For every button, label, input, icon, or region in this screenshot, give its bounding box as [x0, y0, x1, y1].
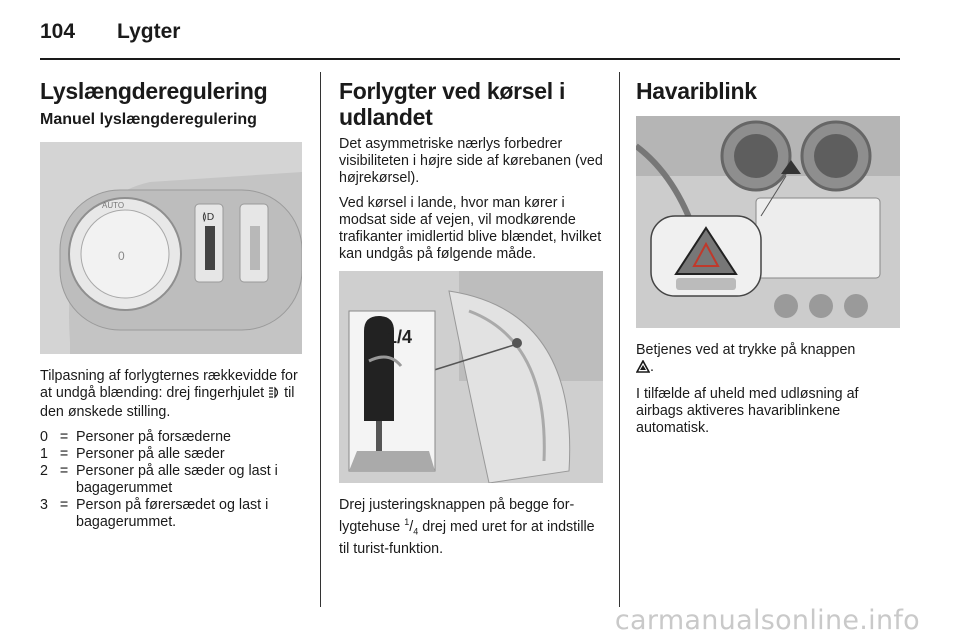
- paragraph-press-button: Betjenes ved at trykke på knappen .: [636, 342, 900, 378]
- load-settings-list: [40, 429, 302, 531]
- section-title: Forlygter ved kørsel i udlandet: [339, 78, 566, 130]
- paragraph-adjust: Tilpasning af forlygternes rækkevidde for at undgå blænding: drej fingerhjulet til den ønskede stilling.: [40, 368, 298, 420]
- quarter-turn-label: 1/4: [387, 327, 413, 347]
- hazard-warning-icon: [636, 360, 650, 378]
- svg-text:≬D: ≬D: [202, 212, 215, 223]
- headlight-switch-figure: [40, 142, 302, 354]
- page-number: 104: [40, 20, 76, 43]
- page-header: [40, 20, 180, 48]
- column-driving-abroad: [339, 72, 603, 566]
- list-item: 1 = Personer på alle sæder: [40, 446, 225, 462]
- svg-text:0: 0: [118, 249, 125, 263]
- column-divider-1: [320, 72, 321, 607]
- list-item: 3 = Person på førersædet og last i bagagerummet.: [40, 497, 269, 530]
- headlamp-adjust-illustration: [339, 271, 603, 483]
- section-title: Havariblink: [636, 78, 757, 104]
- paragraph-turn-knob: Drej justeringsknappen på begge forlygtehuse $^1/_4$ drej med uret for at indstille til turist-funktion.: [339, 497, 595, 557]
- headlamp-adjust-figure: [339, 271, 603, 483]
- chapter-title: Lygter: [117, 20, 181, 43]
- column-headlight-range: [40, 72, 302, 531]
- list-item: 2 = Personer på alle sæder og last i bagagerummet: [40, 463, 278, 496]
- auto-label: AUTO: [102, 201, 125, 210]
- section-title: Lyslængderegulering: [40, 78, 268, 104]
- column-divider-2: [619, 72, 620, 607]
- header-rule: [40, 58, 900, 60]
- headlight-range-icon: [268, 386, 280, 404]
- dashboard-illustration: [636, 116, 900, 328]
- section-subtitle: Manuel lyslængderegulering: [40, 111, 257, 128]
- hazard-button-figure: [636, 116, 900, 328]
- list-item: 0 = Personer på forsæderne: [40, 429, 231, 445]
- paragraph-asymmetric: Det asymmetriske nærlys forbedrer visibiliteten i højre side af kørebanen (ved højrekørsel).: [339, 136, 603, 186]
- column-hazard-lights: [636, 72, 900, 445]
- headlight-switch-illustration: [40, 142, 302, 354]
- paragraph-airbag: I tilfælde af uheld med udløsning af airbags aktiveres havariblinkene automatisk.: [636, 386, 859, 436]
- watermark: carmanualsonline.info: [614, 605, 920, 636]
- paragraph-opposite-traffic: Ved kørsel i lande, hvor man kører i modsat side af vejen, vil modkørende trafikanter imidlertid blive blændet, hvilket kan undgås på følgende måde.: [339, 195, 602, 262]
